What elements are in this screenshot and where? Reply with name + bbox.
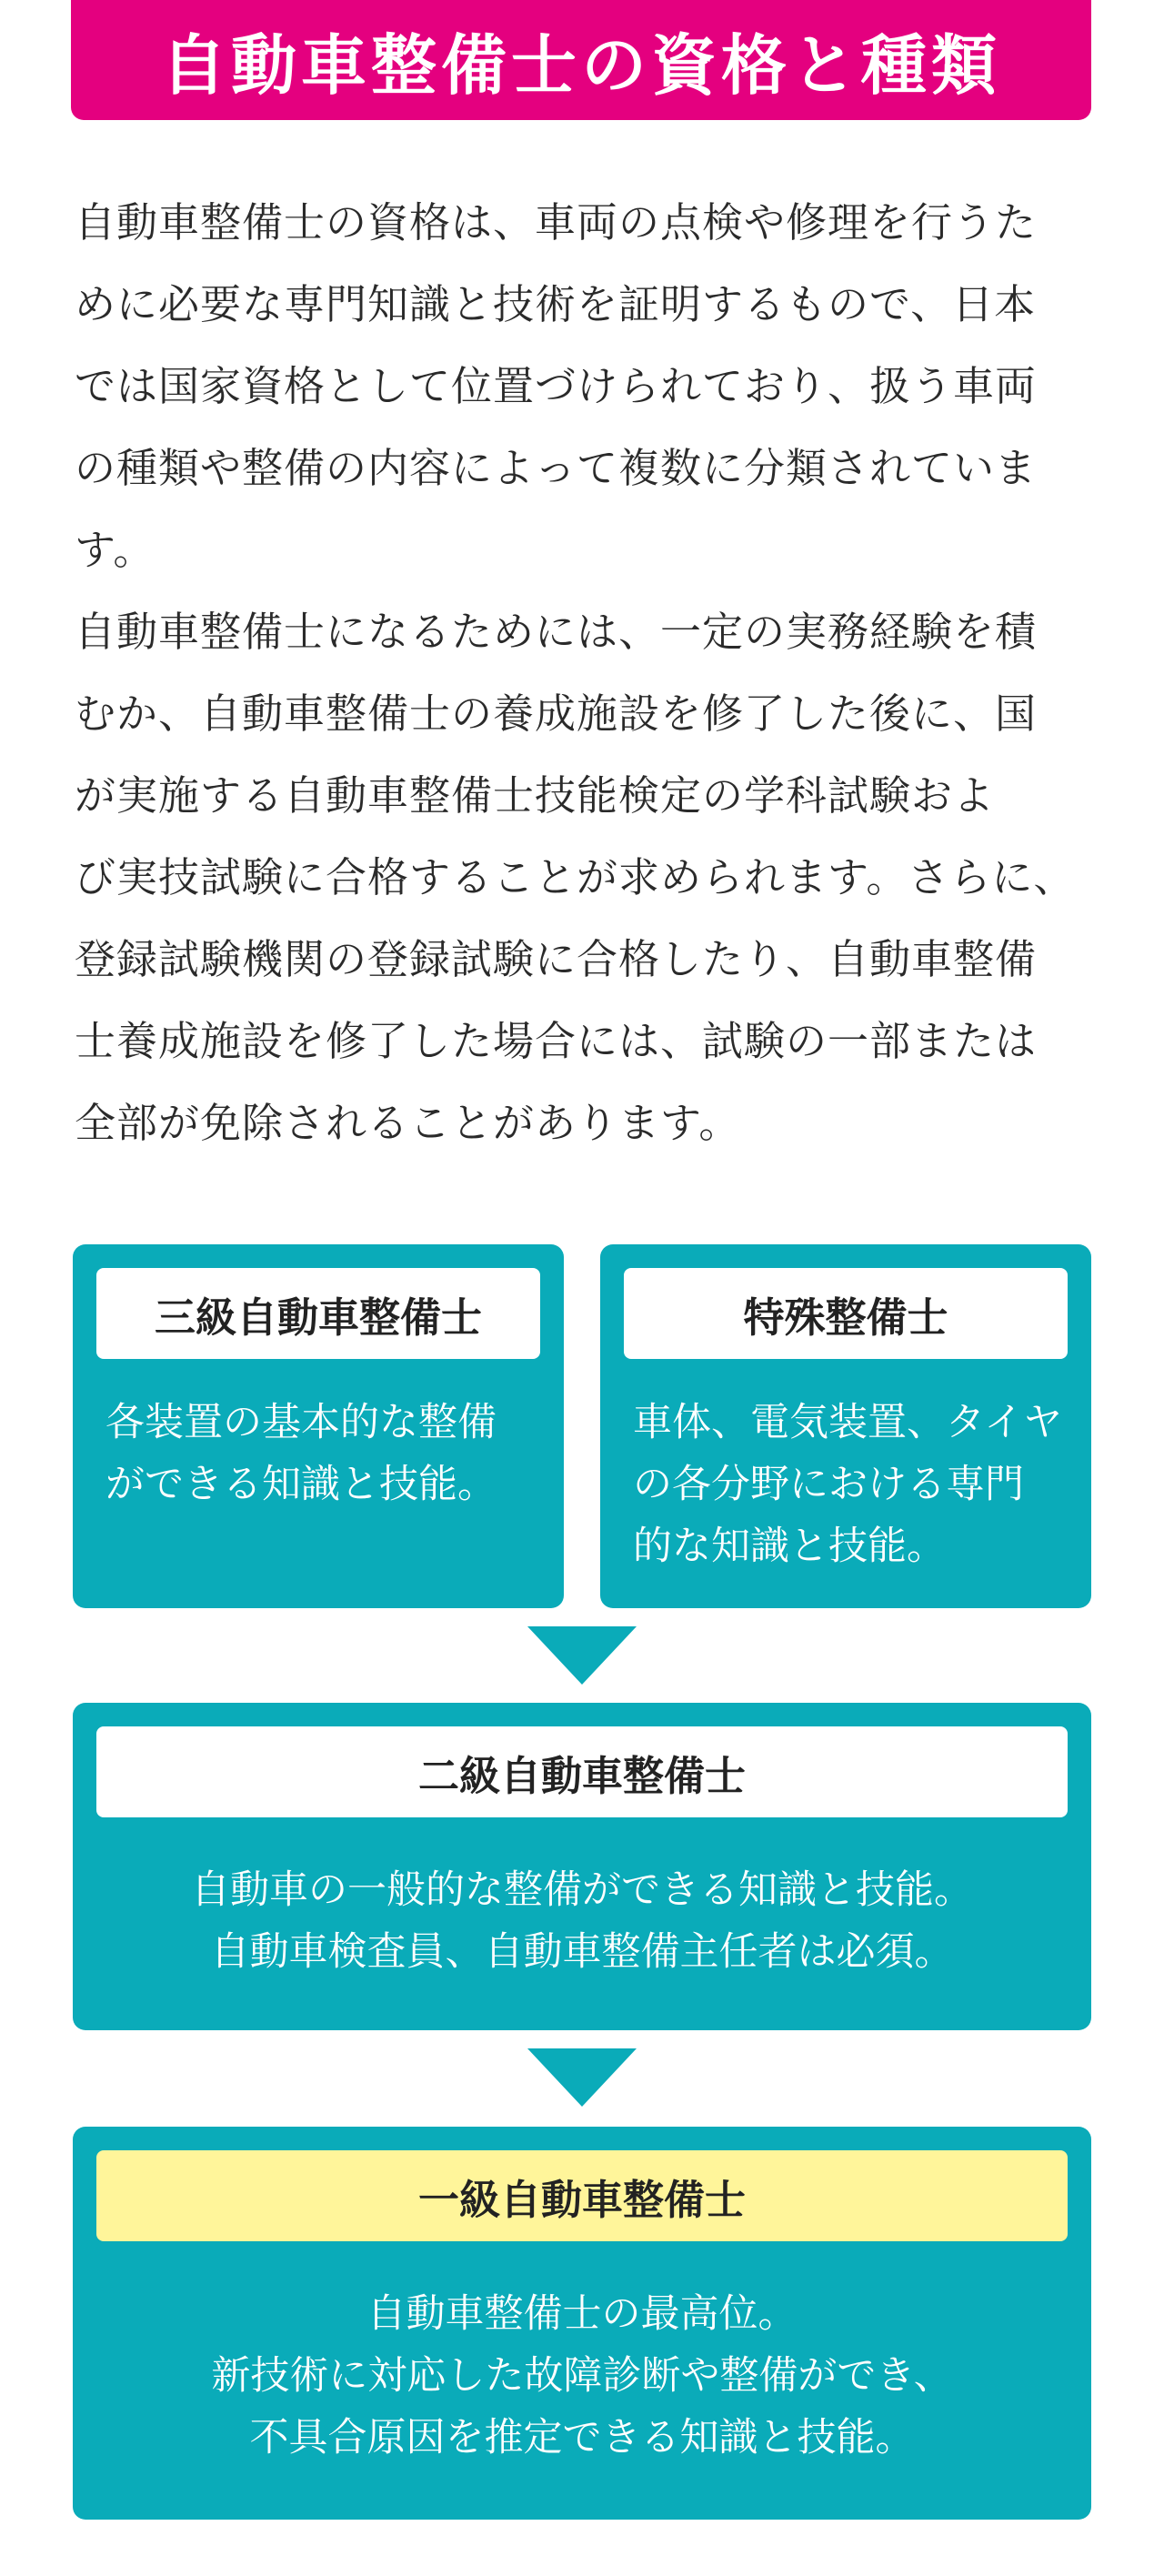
third-grade-box <box>73 1244 564 1608</box>
second-grade-label: 二級自動車整備士 <box>96 1726 1068 1817</box>
title-banner <box>71 0 1091 120</box>
special-mechanic-description: 車体、電気装置、タイヤ の各分野における専門 的な知識と技能。 <box>633 1400 1063 1569</box>
down-arrow-icon <box>527 1626 637 1685</box>
intro-line: の種類や整備の内容によって複数に分類されていま <box>75 444 1038 492</box>
intro-line: 登録試験機関の登録試験に合格したり、自動車整備 <box>75 935 1038 983</box>
intro-text <box>75 182 1093 1164</box>
special-mechanic-box <box>600 1244 1091 1608</box>
first-grade-label: 一級自動車整備士 <box>96 2150 1068 2241</box>
first-grade-box <box>73 2127 1091 2520</box>
intro-line: 士養成施設を修了した場合には、試験の一部または <box>75 1017 1038 1065</box>
special-mechanic-label: 特殊整備士 <box>624 1268 1068 1359</box>
intro-line: す。 <box>75 526 156 574</box>
page-title: 自動車整備士の資格と種類 <box>160 27 1001 104</box>
second-grade-box <box>73 1703 1091 2030</box>
intro-line: むか、自動車整備士の養成施設を修了した後に、国 <box>75 689 1038 738</box>
intro-line: 全部が免除されることがあります。 <box>75 1099 741 1147</box>
intro-paragraph-2 <box>75 591 1093 1164</box>
third-grade-label: 三級自動車整備士 <box>96 1268 540 1359</box>
second-grade-description: 自動車の一般的な整備ができる知識と技能。 自動車検査員、自動車整備主任者は必須。 <box>191 1867 973 1975</box>
intro-line: では国家資格として位置づけられており、扱う車両 <box>75 362 1038 410</box>
intro-line: が実施する自動車整備士技能検定の学科試験およ <box>75 771 996 820</box>
third-grade-description: 各装置の基本的な整備 ができる知識と技能。 <box>105 1400 497 1507</box>
intro-line: び実技試験に合格することが求められます。さらに、 <box>75 853 1076 901</box>
intro-line: めに必要な専門知識と技術を証明するもので、日本 <box>75 280 1037 328</box>
intro-line: 自動車整備士になるためには、一定の実務経験を積 <box>75 608 1038 656</box>
down-arrow-icon <box>527 2048 637 2107</box>
intro-paragraph-1 <box>75 182 1093 591</box>
first-grade-description: 自動車整備士の最高位。 新技術に対応した故障診断や整備ができ、 不具合原因を推定できる知識と技能。 <box>211 2291 953 2460</box>
intro-line: 自動車整備士の資格は、車両の点検や修理を行うた <box>75 198 1038 247</box>
